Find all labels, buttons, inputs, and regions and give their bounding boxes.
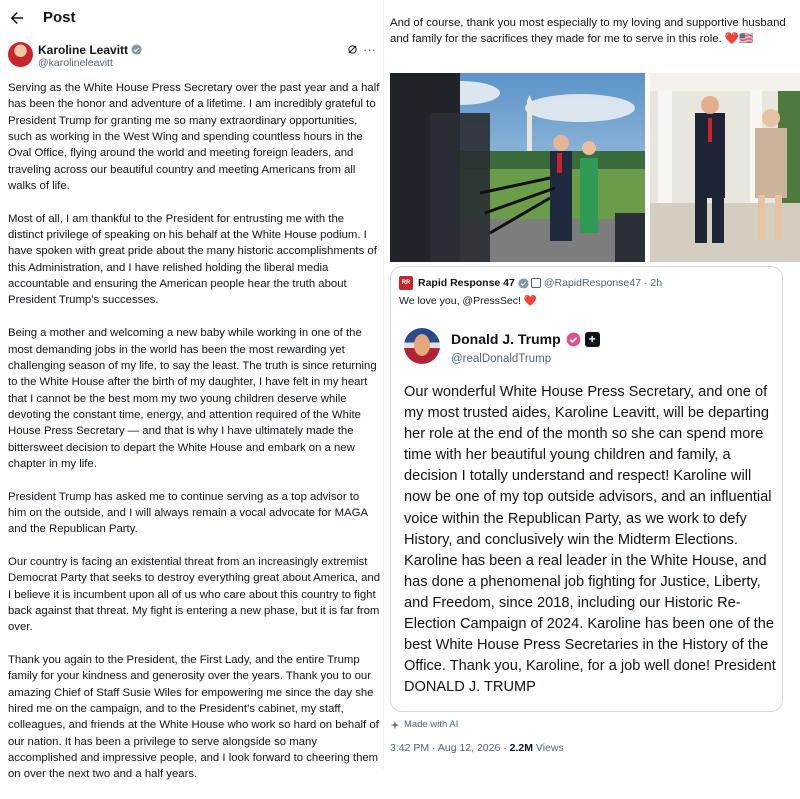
heart-flag-emoji: ❤️🇺🇸 [724,33,754,46]
post-closing [390,15,790,48]
views-label: Views [533,742,564,754]
grok-icon[interactable] [347,44,358,55]
author-handle[interactable]: @karolineleavitt [38,57,113,69]
card-author-handle: @realDonaldTrump [451,353,552,365]
back-button[interactable] [8,8,26,28]
post-paragraph: Our country is facing an existential threat from an increasingly extremist Democrat Party that seeks to destroy everything great about America, and I believe it is incumbent upon all of us who care about this country to fight back against that threat. My fight is entering a new phase, but it is far from over. [8,555,381,634]
post-body [8,80,380,799]
author-name-row[interactable] [38,43,142,57]
quoted-author-handle[interactable]: @RapidResponse47 [543,277,641,289]
made-with-ai-label[interactable] [390,719,458,730]
plus-icon: + [585,332,600,347]
trump-avatar[interactable] [404,328,440,364]
views-count: 2.2M [509,742,534,754]
quoted-post-text-row [399,294,537,307]
post-closing-text: And of course, thank you most especially to my loving and supportive husband and family for the sacrifices they made for me to serve in this role. [390,17,786,46]
card-author-row [451,331,600,347]
post-paragraph: Thank you again to the President, the First Lady, and the entire Trump family for your kindness and generosity over the years. Thank you to our amazing Chief of Staff Susie Wiles for empowering me since the day she hired me on the campaign, and to the President’s cabinet, my staff, colleagues, and friends at the White House who work so hard on behalf of our nation. It has been a privilege to serve alongside so many accomplished and impressive people, and I look forward to cheering them on over the next two and a half years. [8,654,379,781]
card-post-text: Our wonderful White House Press Secretary, and one of my most trusted aides, Karoline Leavitt, will be departing her role at the end of the month so she can spend more time with her beautiful young children and family, a decision I totally understand and respect! Karoline will now be one of my top outside advisors, and an influential voice within the Republican Party, as we work to defy History, and conclusively win the Midterm Elections. Karoline has been a real leader in the White House, and has done a phenomenal job fighting for Justice, Liberty, and Freedom, since 2018, including our Historic Re-Election Campaign of 2024. Karoline has been one of the best White House Press Secretaries in the History of the Office. Thank you, Karoline, for a job well done! President DONALD J. TRUMP [404,384,776,696]
quoted-post-time[interactable]: · 2h [643,277,663,289]
affiliate-badge-icon [531,278,541,288]
rapid-response-logo-icon: RR [399,276,413,290]
quoted-post-header [399,276,662,290]
quoted-post[interactable] [390,266,783,712]
quoted-post-text: We love you, @PressSec! [399,295,521,307]
post-timestamp[interactable]: 3:42 PM · Aug 12, 2026 · [390,742,510,754]
author-name: Karoline Leavitt [38,43,129,57]
post-meta [390,742,564,754]
colonnade-walk-photo[interactable] [650,73,800,262]
post-column-continued [384,0,800,770]
back-arrow-icon [8,9,26,27]
heart-emoji: ❤️ [523,295,537,307]
colonnade-walk-image [650,73,800,262]
avatar[interactable] [8,42,33,67]
verified-badge-icon [518,278,529,289]
card-author-name: Donald J. Trump [451,331,561,347]
quoted-author-name[interactable]: Rapid Response 47 [418,277,515,289]
post-paragraph: Serving as the White House Press Secretary over the past year and a half has been the honor and adventure of a lifetime. I am incredibly grateful to President Trump for granting me so many extraordinary opportunities, such as working in the West Wing and spending countless hours in the Oval Office, flying around the world and meeting foreign leaders, and traveling across our beautiful country and meeting Americans from all walks of life. [8,82,380,193]
post-paragraph: Most of all, I am thankful to the President for entrusting me with the distinct privilege of speaking on his behalf at the White House podium. I have spoken with great pride about the many historic accomplishments of this Administration, and I have relished holding the liberal media accountable and ensuring the American people hear the truth about President Trump’s successes. [8,212,377,307]
page-title: Post [43,9,76,26]
post-column [0,0,383,781]
more-options-icon[interactable]: ··· [363,42,376,57]
made-with-ai-text: Made with AI [404,719,459,730]
press-conference-image [390,73,645,262]
verified-badge-icon [131,44,142,55]
sparkle-icon [390,720,400,730]
post-paragraph: Being a mother and welcoming a new baby while working in one of the most demanding jobs in the world has been the most rewarding yet challenging season of my life, to say the least. The truth is since returning to the White House after the birth of my daughter, I have felt in my heart that I cannot be the best mom my two young children deserve while devoting the constant time, energy, and attention required of the White House Press Secretary — and that is why I have ultimately made the bittersweet decision to depart the White House and embark on a new chapter in my life. [8,327,377,470]
press-conference-photo[interactable] [390,73,645,262]
post-author [8,42,380,70]
verified-badge-icon [566,332,581,347]
post-paragraph: President Trump has asked me to continue serving as a top advisor to him on the outside, and I will always remain a vocal advocate for MAGA and the Republican Party. [8,490,368,536]
